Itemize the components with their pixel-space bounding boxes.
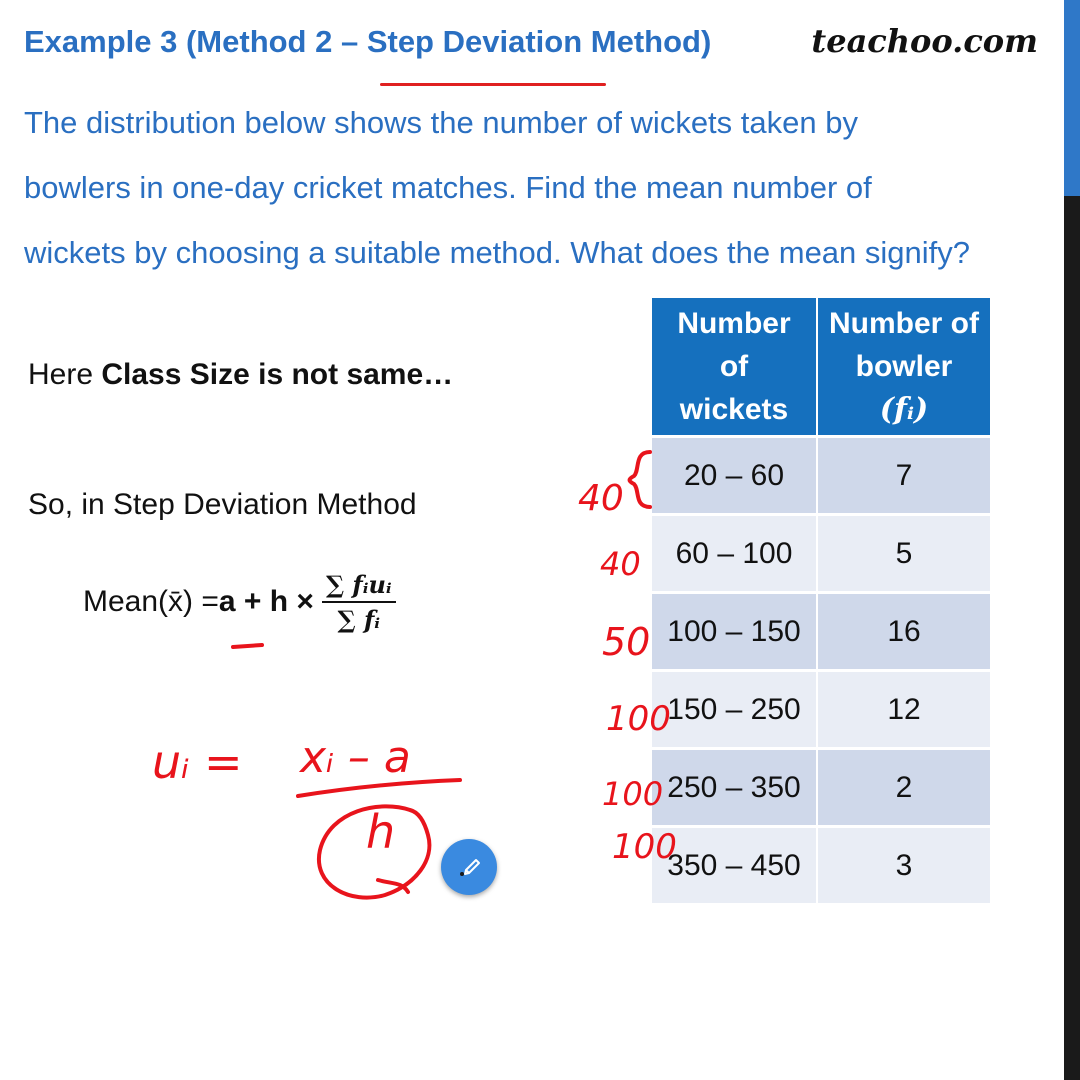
handwritten-formula-lhs: uᵢ = [152,735,243,789]
table-row [652,827,990,904]
scrollbar-track[interactable] [1064,0,1080,1080]
class-width-note: 50 [602,620,651,664]
table-header-row [652,298,990,437]
method-note: So, in Step Deviation Method [28,488,417,521]
cell-wickets: 350 – 450 [652,827,817,904]
header-bowlers-label: Number of bowler [829,307,979,383]
scrollbar-thumb[interactable] [1064,0,1080,196]
cell-bowlers: 3 [817,827,990,904]
formula-lhs: Mean(x̄) = [83,585,219,618]
cell-bowlers: 16 [817,593,990,671]
formula-numerator: ∑ fᵢuᵢ [322,570,396,603]
header-bowlers [817,298,990,437]
cell-wickets: 100 – 150 [652,593,817,671]
class-size-note: Here Class Size is not same… [28,358,454,391]
question-line: The distribution below shows the number of wickets taken by [24,105,858,140]
cell-wickets: 20 – 60 [652,437,817,515]
table-row [652,593,990,671]
table-row [652,749,990,827]
page-title: Example 3 (Method 2 – Step Deviation Method) [24,24,712,59]
handwritten-formula-den: h [366,805,396,859]
pen-tool-button[interactable] [441,839,497,895]
brand-logo: teachoo.com [811,22,1038,60]
handwritten-formula-num: xᵢ – a [300,732,411,783]
underline-a-mark [233,645,262,647]
question-line: bowlers in one-day cricket matches. Find the mean number of [24,170,872,205]
formula-denominator: ∑ fᵢ [337,605,381,634]
class-width-note: 40 [578,478,624,519]
cell-bowlers: 2 [817,749,990,827]
formula-fraction [322,570,396,634]
class-width-note: 40 [600,545,641,583]
class-width-note: 100 [606,699,671,739]
cell-bowlers: 7 [817,437,990,515]
pencil-icon [454,852,484,882]
brace-mark [630,452,651,507]
mean-formula [83,570,396,634]
cell-bowlers: 12 [817,671,990,749]
class-width-note: 100 [602,775,664,813]
formula-rhs: a + h × [218,585,314,618]
cell-wickets: 60 – 100 [652,515,817,593]
header-wickets-label: Number of wickets [677,307,791,426]
table-row [652,515,990,593]
question-line: wickets by choosing a suitable method. What does the mean signify? [24,235,971,270]
cell-wickets: 250 – 350 [652,749,817,827]
wickets-table [652,298,990,903]
header-wickets [652,298,817,437]
table-row [652,671,990,749]
question-text [24,90,1054,285]
fraction-bar-mark [298,780,460,796]
circle-mark [319,806,429,897]
cell-wickets: 150 – 250 [652,671,817,749]
header-bowlers-symbol: (fᵢ) [879,392,929,427]
cell-bowlers: 5 [817,515,990,593]
title-underline [380,83,606,86]
table-row [652,437,990,515]
circle-tail-mark [378,880,408,892]
class-width-note: 100 [612,827,677,867]
